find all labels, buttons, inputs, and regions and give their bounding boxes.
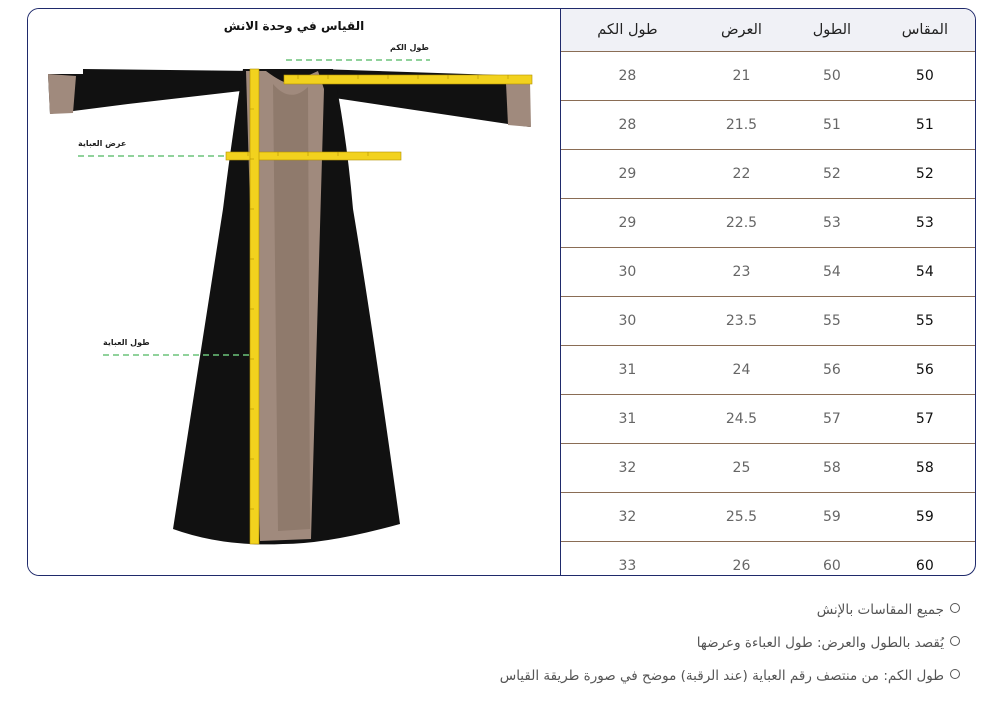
table-row bbox=[561, 395, 975, 444]
note-text: يُقصد بالطول والعرض: طول العباءة وعرضها bbox=[696, 635, 944, 651]
cell-size: 50 bbox=[875, 52, 975, 101]
size-chart-card bbox=[27, 8, 976, 576]
circle-bullet-icon bbox=[950, 669, 960, 679]
size-table bbox=[561, 9, 975, 575]
cell-size: 56 bbox=[875, 346, 975, 395]
cell-length: 56 bbox=[789, 346, 875, 395]
abaya-illustration bbox=[28, 9, 560, 575]
cell-sleeve: 28 bbox=[561, 52, 694, 101]
cell-length: 59 bbox=[789, 493, 875, 542]
cell-size: 55 bbox=[875, 297, 975, 346]
cell-length: 53 bbox=[789, 199, 875, 248]
table-row bbox=[561, 493, 975, 542]
cell-size: 54 bbox=[875, 248, 975, 297]
table-row bbox=[561, 297, 975, 346]
cell-sleeve: 29 bbox=[561, 150, 694, 199]
cell-size: 57 bbox=[875, 395, 975, 444]
label-abaya-length: طول العباية bbox=[103, 338, 150, 347]
header-sleeve-length: طول الكم bbox=[561, 9, 694, 52]
cell-sleeve: 33 bbox=[561, 542, 694, 576]
cell-length: 57 bbox=[789, 395, 875, 444]
note-item bbox=[500, 666, 960, 699]
header-size: المقاس bbox=[875, 9, 975, 52]
cell-width: 23 bbox=[694, 248, 789, 297]
cell-sleeve: 30 bbox=[561, 248, 694, 297]
cell-width: 24.5 bbox=[694, 395, 789, 444]
cell-sleeve: 32 bbox=[561, 444, 694, 493]
cell-width: 24 bbox=[694, 346, 789, 395]
cell-width: 21 bbox=[694, 52, 789, 101]
cell-width: 21.5 bbox=[694, 101, 789, 150]
cell-width: 23.5 bbox=[694, 297, 789, 346]
cell-sleeve: 29 bbox=[561, 199, 694, 248]
cell-size: 58 bbox=[875, 444, 975, 493]
figure-title: القياس في وحدة الانش bbox=[223, 19, 365, 33]
cell-length: 55 bbox=[789, 297, 875, 346]
cell-width: 22.5 bbox=[694, 199, 789, 248]
circle-bullet-icon bbox=[950, 603, 960, 613]
header-width: العرض bbox=[694, 9, 789, 52]
cell-length: 52 bbox=[789, 150, 875, 199]
cell-sleeve: 31 bbox=[561, 395, 694, 444]
cell-width: 22 bbox=[694, 150, 789, 199]
cell-size: 60 bbox=[875, 542, 975, 576]
size-notes bbox=[500, 600, 960, 699]
table-row bbox=[561, 101, 975, 150]
cell-sleeve: 28 bbox=[561, 101, 694, 150]
note-text: جميع المقاسات بالإنش bbox=[816, 602, 944, 618]
table-row bbox=[561, 542, 975, 576]
header-length: الطول bbox=[789, 9, 875, 52]
cell-size: 51 bbox=[875, 101, 975, 150]
table-row bbox=[561, 199, 975, 248]
cell-length: 51 bbox=[789, 101, 875, 150]
size-table-container[interactable] bbox=[561, 9, 975, 575]
label-sleeve-length: طول الكم bbox=[390, 43, 429, 52]
cell-size: 59 bbox=[875, 493, 975, 542]
note-item bbox=[500, 633, 960, 666]
note-item bbox=[500, 600, 960, 633]
cell-width: 26 bbox=[694, 542, 789, 576]
cell-sleeve: 30 bbox=[561, 297, 694, 346]
measurement-figure bbox=[28, 9, 561, 575]
cell-sleeve: 32 bbox=[561, 493, 694, 542]
table-row bbox=[561, 444, 975, 493]
cell-size: 53 bbox=[875, 199, 975, 248]
cell-length: 58 bbox=[789, 444, 875, 493]
note-text: طول الكم: من منتصف رقم العباية (عند الرقبة) موضح في صورة طريقة القياس bbox=[499, 668, 944, 684]
label-abaya-width: عرض العباية bbox=[78, 139, 127, 148]
cell-length: 60 bbox=[789, 542, 875, 576]
table-header-row bbox=[561, 9, 975, 52]
cell-width: 25.5 bbox=[694, 493, 789, 542]
cell-length: 54 bbox=[789, 248, 875, 297]
table-row bbox=[561, 346, 975, 395]
cell-sleeve: 31 bbox=[561, 346, 694, 395]
cell-length: 50 bbox=[789, 52, 875, 101]
table-row bbox=[561, 150, 975, 199]
circle-bullet-icon bbox=[950, 636, 960, 646]
cell-width: 25 bbox=[694, 444, 789, 493]
table-row bbox=[561, 248, 975, 297]
cell-size: 52 bbox=[875, 150, 975, 199]
table-row bbox=[561, 52, 975, 101]
